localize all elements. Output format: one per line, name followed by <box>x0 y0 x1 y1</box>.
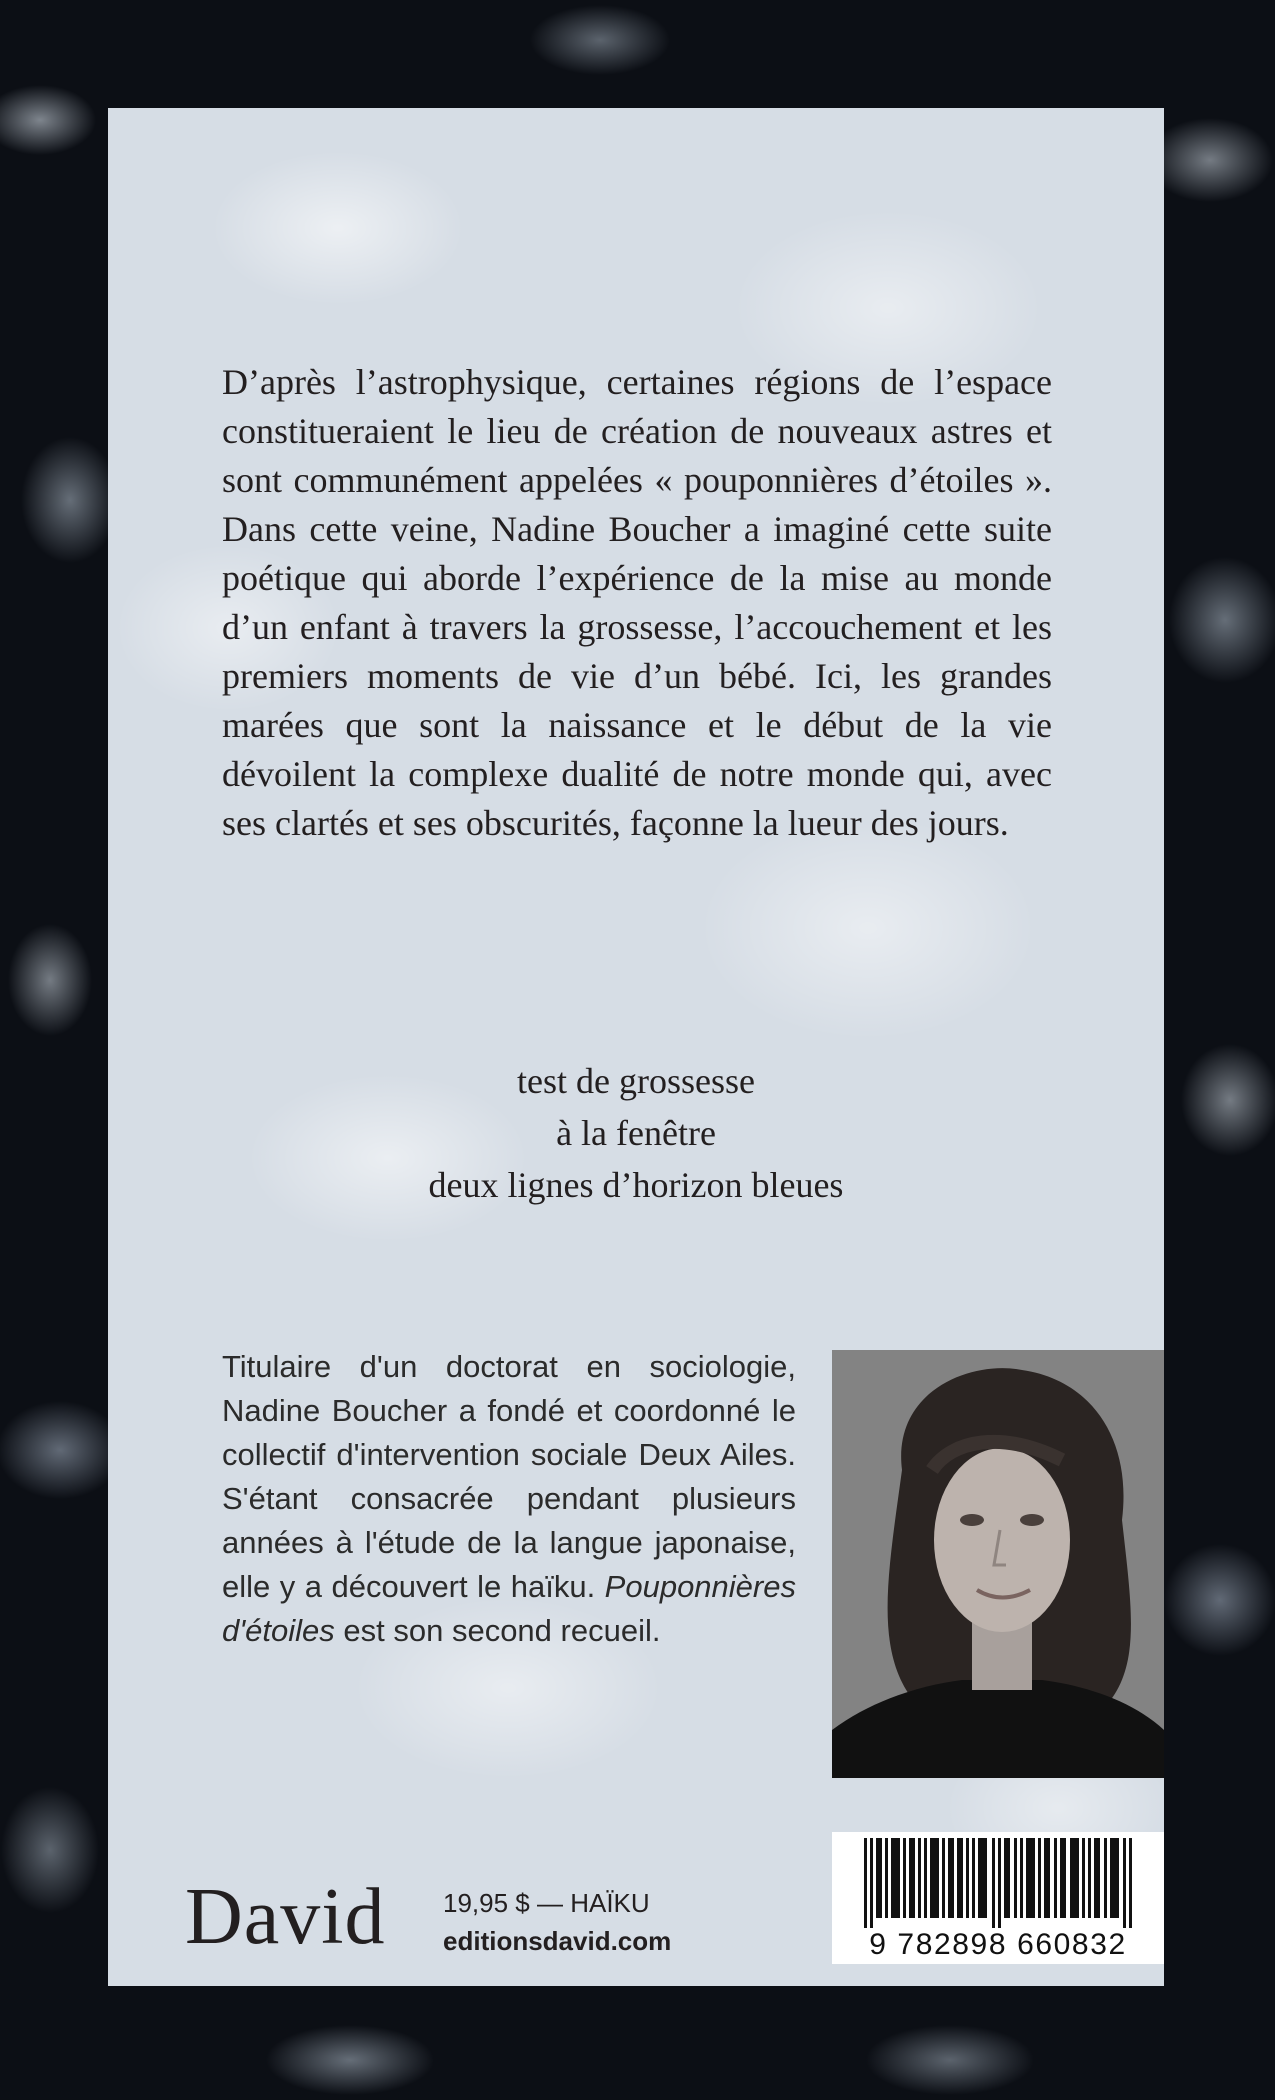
isbn-barcode <box>832 1832 1164 1964</box>
publisher-logo: David <box>185 1873 386 1961</box>
haiku-line-1: test de grossesse <box>517 1061 755 1101</box>
barcode-bars <box>864 1838 1132 1928</box>
price-genre: 19,95 $ — HAÏKU <box>443 1888 650 1918</box>
author-portrait-image <box>832 1350 1164 1778</box>
haiku-excerpt <box>108 1055 1164 1211</box>
author-bio-text: Titulaire d'un doctorat en sociologie, Nadine Boucher a fondé et coordonné le collectif d'intervention sociale Deux Ailes. S'étant consacrée pendant plusieurs années à l'étude de la langue japonaise, elle y a découvert le haïku. <box>222 1349 796 1604</box>
haiku-line-3: deux lignes d’horizon bleues <box>428 1165 844 1205</box>
haiku-line-2: à la fenêtre <box>556 1113 716 1153</box>
author-photo <box>832 1350 1164 1778</box>
publisher-website: editionsdavid.com <box>443 1926 672 1956</box>
author-bio <box>222 1345 796 1653</box>
author-bio-text-end: est son second recueil. <box>334 1613 661 1648</box>
book-blurb: D’après l’astrophysique, certaines régions de l’espace constitueraient le lieu de création de nouveaux astres et sont communément appelées « pouponnières d’étoiles ». Dans cette veine, Nadine Boucher a imaginé cette suite poétique qui aborde l’expérience de la mise au monde d’un enfant à travers la grossesse, l’accouchement et les premiers moments de vie d’un bébé. Ici, les grandes marées que sont la naissance et le début de la vie dévoilent la complexe dualité de notre monde qui, avec ses clartés et ses obscurités, façonne la lueur des jours. <box>222 362 1052 843</box>
isbn-number: 9 782898 660832 <box>869 1928 1127 1961</box>
book-title: Pouponnières d'étoiles <box>222 1569 796 1648</box>
